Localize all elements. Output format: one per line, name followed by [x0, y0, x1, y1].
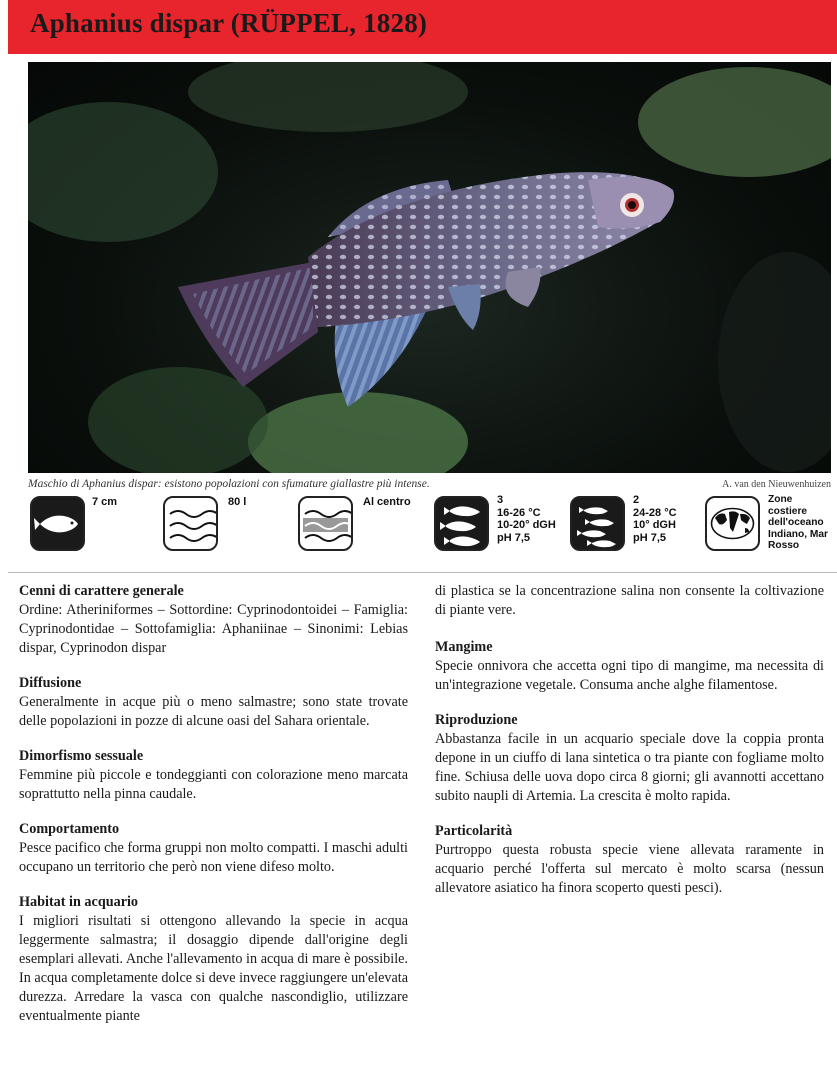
section-peculiarities	[435, 822, 824, 898]
swim-zone-icon	[298, 496, 353, 551]
title-bar	[8, 0, 837, 54]
section-general	[19, 582, 408, 658]
swim-zone-value: Al centro	[363, 496, 411, 508]
fish-size-icon	[30, 496, 85, 551]
section-text: Specie onnivora che accetta ogni tipo di mangime, ma necessita di un'integrazione vegetale. Consuma anche alghe filamentose.	[435, 658, 824, 693]
water-params-2	[633, 494, 677, 544]
ph-1: pH 7,5	[497, 531, 531, 544]
section-heading: Comportamento	[19, 821, 120, 837]
section-habitat	[19, 893, 408, 1026]
section-text: Ordine: Atheriniformes – Sottordine: Cyprinodontoidei – Famiglia: Cyprinodontidae – Sottofamiglia: Aphaniinae – Sinonimi: Lebias dispar, Cyprinodon dispar	[19, 602, 408, 656]
fish-size-value: 7 cm	[92, 496, 118, 508]
origin-line-3: dell'oceano	[768, 517, 824, 528]
section-heading: Cenni di carattere generale	[19, 583, 184, 599]
section-habitat-continued	[435, 582, 824, 620]
section-text: Abbastanza facile in un acquario speciale dove la coppia pronta depone in un ciuffo di lana sintetica o tra piante con fogliame molto fine. Schiusa delle uova dopo circa 8 giorni; gli avannotti accettano subito naupli di Artemia. La crescita è molto rapida.	[435, 731, 824, 804]
fish-size-text	[92, 496, 117, 509]
section-text: Purtroppo questa robusta specie viene allevata raramente in acquario perché l'offerta sul mercato è molto scarsa (nessun allevatore asiatico ha finora scoperto questi pesci).	[435, 842, 824, 896]
origin-line-4: Indiano, Mar	[768, 528, 828, 540]
temperature-2: 24-28 °C	[633, 506, 677, 519]
section-behaviour	[19, 820, 408, 877]
section-heading: Riproduzione	[435, 712, 518, 728]
photo-credit: A. van den Nieuwenhuizen	[722, 479, 831, 490]
right-column	[435, 582, 824, 914]
section-heading: Mangime	[435, 639, 493, 655]
world-map-icon	[705, 496, 760, 551]
section-heading: Diffusione	[19, 675, 82, 691]
hardness-1: 10-20° dGH	[497, 519, 556, 531]
ph-2: pH 7,5	[633, 531, 667, 544]
left-column	[19, 582, 408, 1042]
section-heading: Habitat in acquario	[19, 894, 139, 910]
fish-group-icon-1	[434, 496, 489, 551]
species-stats-row	[28, 494, 833, 556]
tank-volume-icon	[163, 496, 218, 551]
fish-count-2: 2	[633, 494, 640, 506]
origin-line-2: costiere	[768, 505, 808, 517]
section-heading: Dimorfismo sessuale	[19, 748, 144, 764]
origin-line-1: Zone	[768, 494, 793, 505]
section-divider	[8, 572, 837, 573]
section-dimorphism	[19, 747, 408, 804]
section-text: Femmine più piccole e tondeggianti con colorazione meno marcata soprattutto nella pinna caudale.	[19, 767, 408, 802]
page-title: Aphanius dispar (RÜPPEL, 1828)	[30, 8, 428, 38]
hardness-2: 10° dGH	[633, 519, 676, 531]
fish-count-1: 3	[497, 494, 504, 506]
temperature-1: 16-26 °C	[497, 506, 541, 519]
section-heading: Particolarità	[435, 823, 513, 839]
section-food	[435, 638, 824, 695]
section-text: Generalmente in acque più o meno salmastre; sono state trovate delle popolazioni in pozze di alcune oasi del Sahara orientale.	[19, 694, 408, 729]
section-text: I migliori risultati si ottengono allevando la specie in acqua leggermente salmastra; il dosaggio dipende dall'origine degli esemplari allevati. Anche l'allevamento in acqua di mare è possibile. In acqua completamente dolce si deve invece raggiungere un'elevata durezza. Arredare la vasca con qualche nascondiglio, utilizzare eventualmente piante	[19, 913, 408, 1024]
tank-volume-text	[228, 496, 246, 509]
section-distribution	[19, 674, 408, 731]
origin-text	[768, 494, 828, 552]
swim-zone-text	[363, 496, 411, 509]
fish-group-icon-2	[570, 496, 625, 551]
section-text: Pesce pacifico che forma gruppi non molto compatti. I maschi adulti occupano un territorio che però non viene difeso molto.	[19, 840, 408, 875]
fish-illustration	[28, 62, 831, 473]
fish-photo	[28, 62, 831, 473]
tank-volume-value: 80 l	[228, 496, 247, 508]
origin-line-5: Rosso	[768, 540, 800, 551]
photo-caption: Maschio di Aphanius dispar: esistono popolazioni con sfumature giallastre più intense.	[28, 478, 430, 490]
section-text: di plastica se la concentrazione salina non consente la coltivazione di piante vere.	[435, 583, 824, 618]
section-reproduction	[435, 711, 824, 806]
water-params-1	[497, 494, 556, 544]
